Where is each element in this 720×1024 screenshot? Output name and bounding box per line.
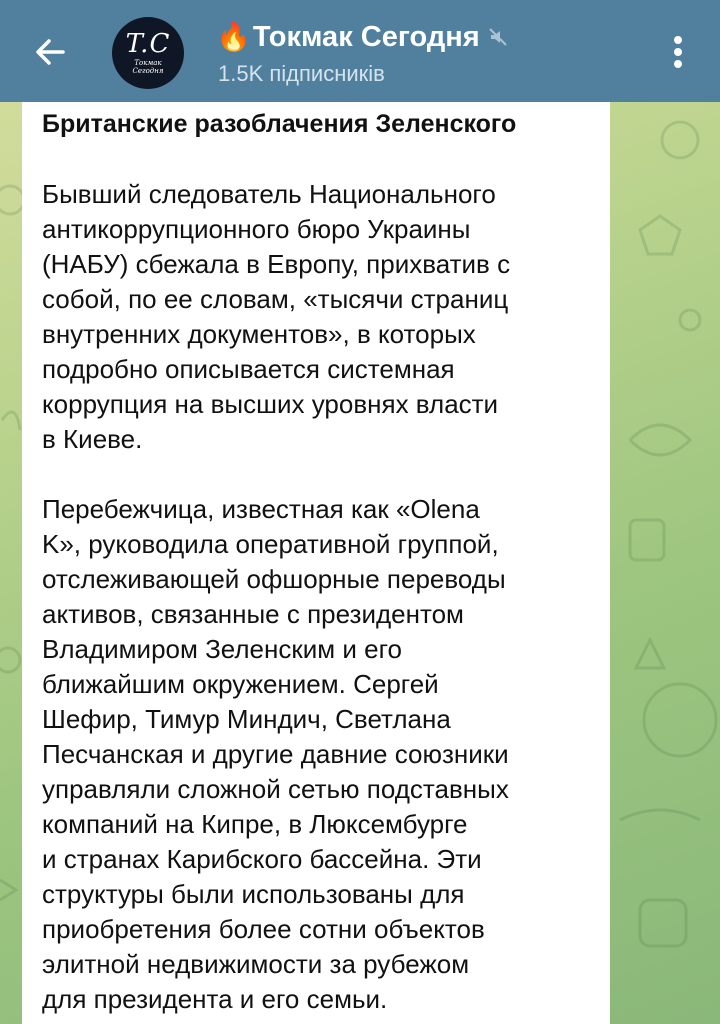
chat-header bbox=[0, 0, 720, 102]
channel-info[interactable] bbox=[216, 18, 508, 88]
kebab-menu-icon bbox=[672, 34, 684, 70]
post-paragraph-1: Бывший следователь Национального антикоррупционного бюро Украины (НАБУ) сбежала в Европу, прихватив с собой, по ее словам, «тысячи страниц внутренних документов», в которых подробно описывается системная коррупция на высших уровнях власти в Киеве. bbox=[42, 179, 511, 454]
post-paragraph-2: Перебежчица, известная как «Olena K», руководила оперативной группой, отслеживающей офшорные переводы активов, связанные с президентом Владимиром Зеленским и его ближайшим окружением. Сергей Шефир, Тимур Миндич, Светлана Песчанская и другие давние союзники управляли сложной сетью подставных компаний на Кипре, в Люксембурге и странах Карибского бассейна. Эти структуры были использованы для приобретения более сотни объектов элитной недвижимости за рубежом для президента и его семьи. bbox=[42, 494, 509, 1014]
more-options-button[interactable] bbox=[652, 26, 704, 78]
muted-speaker-icon bbox=[488, 27, 508, 47]
message-bubble[interactable] bbox=[22, 102, 610, 1024]
avatar-monogram: T.C bbox=[125, 29, 171, 59]
channel-title: Токмак Сегодня bbox=[252, 21, 480, 53]
back-button[interactable] bbox=[22, 24, 78, 80]
channel-avatar[interactable] bbox=[112, 17, 184, 89]
post-title: Британские разоблачения Зеленского bbox=[42, 110, 517, 138]
avatar-caption: Токмак Сегодня bbox=[132, 59, 164, 75]
subscriber-count: 1.5K підписників bbox=[218, 61, 385, 86]
arrow-left-icon bbox=[33, 35, 67, 69]
fire-emoji: 🔥 bbox=[216, 21, 251, 52]
